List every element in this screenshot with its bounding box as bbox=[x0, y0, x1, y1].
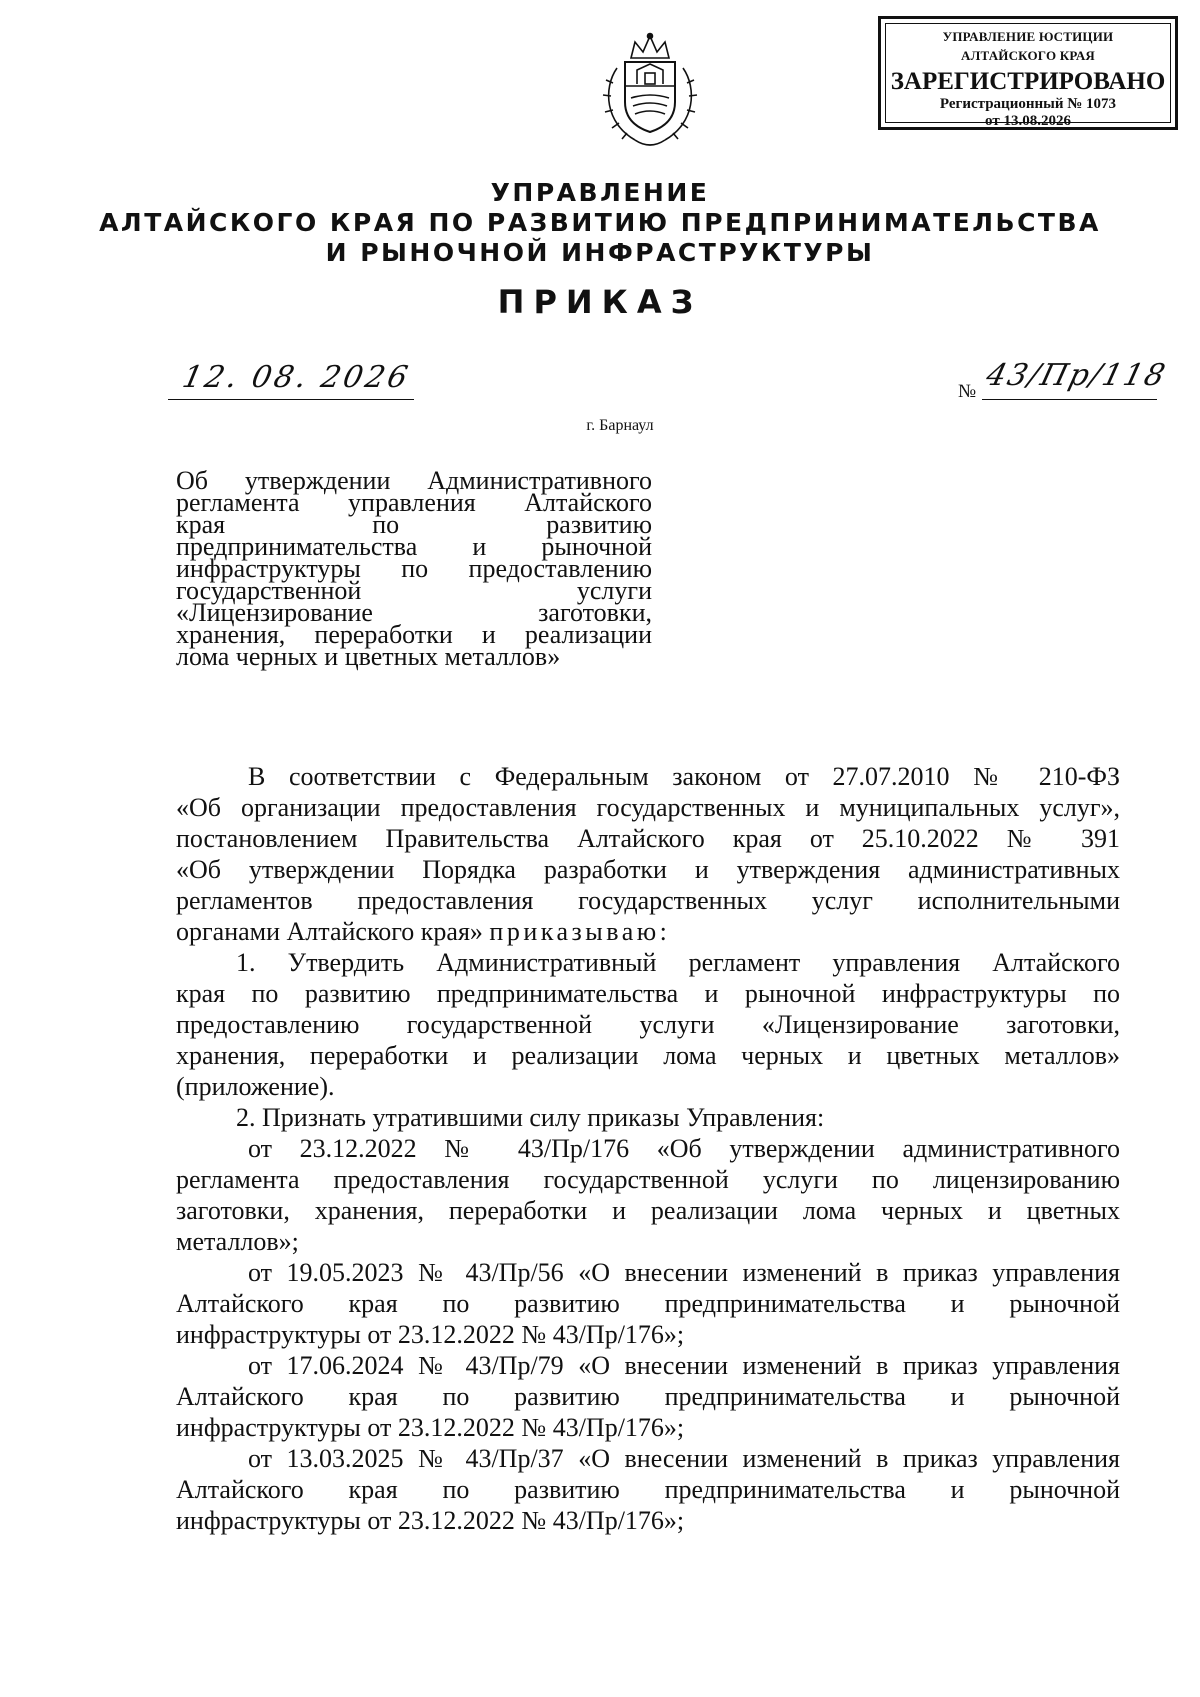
title-line: хранения, переработки и реализации bbox=[176, 620, 652, 649]
title-line: государственной услуги bbox=[176, 576, 652, 605]
header-line-1: УПРАВЛЕНИЕ bbox=[490, 178, 710, 207]
stamp-reg-date: от 13.08.2026 bbox=[985, 113, 1071, 129]
sub4-line: от 13.03.2025 № 43/Пр/37 «О внесении изменений в приказ управления bbox=[248, 1444, 1120, 1473]
title-line: предпринимательства и рыночной bbox=[176, 532, 652, 561]
prikazyvayu-word: приказываю: bbox=[489, 917, 671, 946]
stamp-reg-number: Регистрационный № 1073 bbox=[939, 96, 1117, 112]
item1-line: (приложение). bbox=[176, 1072, 335, 1101]
sub2-line: Алтайского края по развитию предпринимательства и рыночной bbox=[176, 1289, 1120, 1318]
sub4-line: инфраструктуры от 23.12.2022 № 43/Пр/176»; bbox=[176, 1506, 685, 1535]
sub2-line: от 19.05.2023 № 43/Пр/56 «О внесении изменений в приказ управления bbox=[248, 1258, 1120, 1287]
preamble-line: «Об утверждении Порядка разработки и утверждения административных bbox=[176, 855, 1120, 884]
preamble-line: постановлением Правительства Алтайского края от 25.10.2022 № 391 bbox=[176, 824, 1120, 853]
title-line: Об утверждении Административного bbox=[176, 466, 652, 495]
handwritten-date: 12. 08. 2026 bbox=[179, 360, 414, 395]
item1-line: края по развитию предпринимательства и рыночной инфраструктуры по bbox=[176, 979, 1120, 1008]
order-body bbox=[176, 761, 1120, 1536]
sub3-line: от 17.06.2024 № 43/Пр/79 «О внесении изменений в приказ управления bbox=[248, 1351, 1120, 1380]
title-line: инфраструктуры по предоставлению bbox=[176, 554, 652, 583]
sub2-line: инфраструктуры от 23.12.2022 № 43/Пр/176»; bbox=[176, 1320, 685, 1349]
stamp-org-line2: АЛТАЙСКОГО КРАЯ bbox=[961, 48, 1095, 63]
preamble-line: В соответствии с Федеральным законом от 27.07.2010 № 210-ФЗ bbox=[248, 762, 1120, 791]
handwritten-number: 43/Пр/118 bbox=[982, 358, 1171, 393]
stamp-title: ЗАРЕГИСТРИРОВАНО bbox=[890, 68, 1166, 95]
sub4-line: Алтайского края по развитию предпринимательства и рыночной bbox=[176, 1475, 1120, 1504]
sub3-line: инфраструктуры от 23.12.2022 № 43/Пр/176»; bbox=[176, 1413, 685, 1442]
order-title bbox=[176, 466, 652, 671]
title-line: регламента управления Алтайского bbox=[176, 488, 652, 517]
number-label: № bbox=[958, 381, 977, 402]
altai-krai-coat-of-arms-icon bbox=[595, 28, 705, 158]
date-underline bbox=[168, 399, 414, 400]
document-type-title: ПРИКАЗ bbox=[497, 283, 703, 321]
sub1-line: регламента предоставления государственной услуги по лицензированию bbox=[176, 1165, 1120, 1194]
sub1-line: заготовки, хранения, переработки и реализации лома черных и цветных bbox=[176, 1196, 1120, 1225]
registration-stamp bbox=[878, 16, 1178, 130]
number-underline bbox=[982, 399, 1157, 400]
title-line: «Лицензирование заготовки, bbox=[176, 598, 652, 627]
sub3-line: Алтайского края по развитию предпринимательства и рыночной bbox=[176, 1382, 1120, 1411]
sub1-line: от 23.12.2022 № 43/Пр/176 «Об утверждении административного bbox=[248, 1134, 1120, 1163]
title-line: лома черных и цветных металлов» bbox=[176, 642, 561, 671]
sub1-line: металлов»; bbox=[176, 1227, 299, 1256]
item1-line: 1. Утвердить Административный регламент управления Алтайского bbox=[236, 948, 1120, 977]
city-name: г. Барнаул bbox=[586, 417, 654, 434]
title-line: края по развитию bbox=[176, 510, 652, 539]
stamp-inner-frame bbox=[885, 23, 1171, 129]
preamble-line: «Об организации предоставления государственных и муниципальных услуг», bbox=[176, 793, 1120, 822]
item1-line: хранения, переработки и реализации лома черных и цветных металлов» bbox=[176, 1041, 1120, 1070]
preamble-line: органами Алтайского края» bbox=[176, 917, 483, 946]
stamp-org-line1: УПРАВЛЕНИЕ ЮСТИЦИИ bbox=[942, 29, 1114, 44]
header-line-2: АЛТАЙСКОГО КРАЯ ПО РАЗВИТИЮ ПРЕДПРИНИМАТЕЛЬСТВА bbox=[99, 208, 1101, 237]
preamble-last-line bbox=[176, 916, 1120, 947]
preamble-line: регламентов предоставления государственных услуг исполнительными bbox=[176, 886, 1120, 915]
header-line-3: И РЫНОЧНОЙ ИНФРАСТРУКТУРЫ bbox=[325, 238, 875, 267]
item2-line: 2. Признать утратившими силу приказы Управления: bbox=[236, 1103, 825, 1132]
item1-line: предоставлению государственной услуги «Лицензирование заготовки, bbox=[176, 1010, 1120, 1039]
